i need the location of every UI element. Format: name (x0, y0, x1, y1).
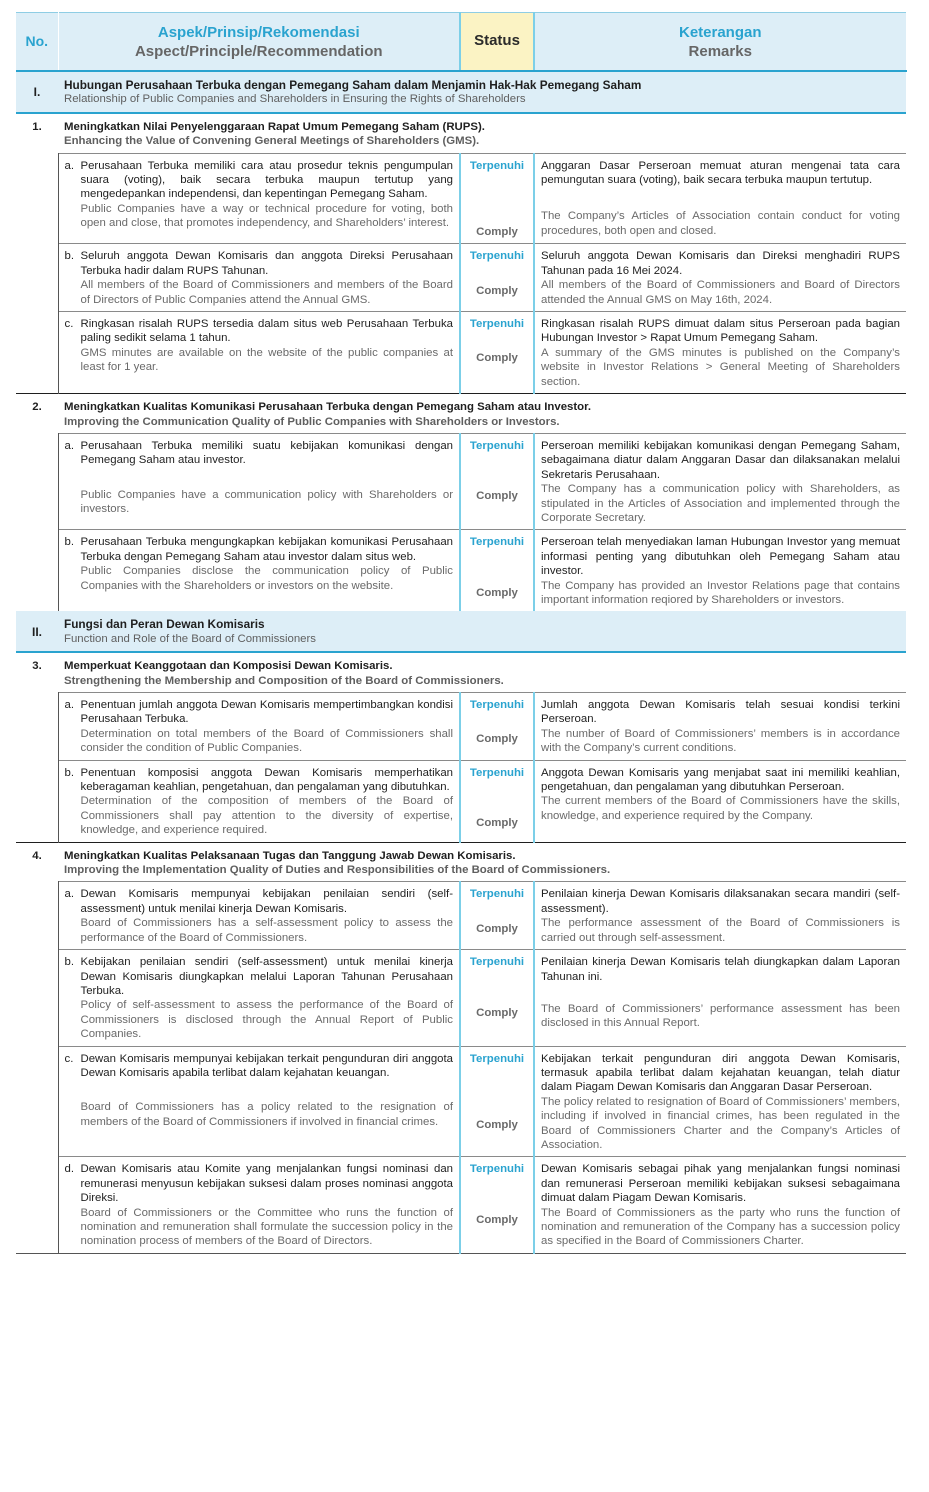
remark-cell (534, 882, 906, 950)
principle-title (58, 113, 906, 153)
status-cell (460, 1046, 534, 1157)
item-text-en: Public Companies have a way or technical procedure for voting, both open and close, that promotes independency, and Shareholders’ interest. (80, 202, 453, 230)
principle-title-id: Memperkuat Keanggotaan dan Komposisi Dewan Komisaris. (64, 660, 393, 673)
section-title-en: Relationship of Public Companies and Shareholders in Ensuring the Rights of Shareholders (64, 93, 526, 106)
remark-cell (534, 530, 906, 612)
remark-cell (534, 312, 906, 394)
item-text-en: Board of Commissioners or the Committee who runs the function of nomination and remuneration shall formulate the succession policy in the nomination process of members of the Board of Directors. (80, 1206, 453, 1248)
recommendation-row (16, 153, 906, 244)
recommendation-text (58, 950, 460, 1046)
recommendation-text (58, 153, 460, 244)
item-text-en: Board of Commissioners has a self-assessment policy to assess the performance of the Board of Commissioners. (80, 917, 453, 944)
recommendation-text (58, 1157, 460, 1253)
principle-title-en: Strengthening the Membership and Composition of the Board of Commissioners. (64, 674, 504, 687)
status-en: Comply (476, 352, 518, 365)
header-status: Status (460, 13, 534, 72)
section-row (16, 71, 906, 113)
recommendation-text (58, 1046, 460, 1157)
item-label: a. (64, 159, 74, 172)
status-cell (460, 312, 534, 394)
recommendation-row (16, 312, 906, 394)
remark-cell (534, 950, 906, 1046)
section-title (58, 71, 906, 113)
item-text-en: Public Companies have a communication policy with Shareholders or investors. (80, 488, 453, 516)
status-en: Comply (476, 226, 518, 239)
header-remarks-en: Remarks (688, 42, 752, 60)
item-label: c. (64, 1052, 74, 1065)
item-text-id: Seluruh anggota Dewan Komisaris dan anggota Direksi Perusahaan Terbuka hadir dalam RUPS Tahunan. (80, 250, 453, 277)
item-text-en: All members of the Board of Commissioners and members of the Board of Directors of Public Companies attend the Annual GMS. (80, 279, 453, 306)
item-text-id: Dewan Komisaris atau Komite yang menjalankan fungsi nominasi dan remunerasi menyusun kebijakan suksesi dalam proses nominasi anggota Direksi. (80, 1163, 453, 1205)
item-label: b. (64, 766, 74, 779)
recommendation-text (58, 760, 460, 842)
status-cell (460, 433, 534, 529)
status-en: Comply (476, 586, 518, 599)
status-id: Terpenuhi (469, 318, 525, 331)
principle-title-en: Improving the Communication Quality of Public Companies with Shareholders or Investors. (64, 415, 560, 428)
remark-id: Perseroan memiliki kebijakan komunikasi dengan Pemegang Saham, sebagaimana diatur dalam Anggaran Dasar dan dilaksanakan melalui Sekretaris Perusahaan. (541, 439, 900, 481)
remark-id: Perseroan telah menyediakan laman Hubungan Investor yang memuat informasi penting yang dibutuhkan oleh Pemegang Saham atau investor. (541, 536, 900, 578)
item-text-id: Perusahaan Terbuka memiliki cara atau prosedur teknis pengumpulan suara (voting), baik secara terbuka maupun tertutup yang mengedepankan independensi, dan kepentingan Pemegang Saham. (80, 159, 453, 201)
remark-id: Kebijakan terkait pengunduran diri anggota Dewan Komisaris, termasuk apabila terlibat dalam kejahatan keuangan, telah diatur dalam Piagam Dewan Komisaris dan Anggaran Dasar Perseroan. (541, 1052, 900, 1094)
remark-en: All members of the Board of Commissioners and Board of Directors attended the Annual GMS on May 16th, 2024. (541, 279, 900, 306)
principle-number: 1. (16, 113, 58, 153)
header-remarks (534, 13, 906, 72)
status-cell (460, 950, 534, 1046)
table-bottom-rule (16, 1253, 906, 1254)
item-label: a. (64, 439, 74, 452)
item-text-en: Determination of the composition of members of the Board of Commissioners shall pay attention to the diversity of expertise, knowledge, and experience required. (80, 795, 453, 837)
item-text-en: Public Companies disclose the communication policy of Public Companies with the Shareholders or investors on the website. (80, 565, 453, 592)
remark-id: Seluruh anggota Dewan Komisaris dan Direksi menghadiri RUPS Tahunan pada 16 Mei 2024. (541, 250, 900, 277)
recommendation-text (58, 882, 460, 950)
principle-number: 3. (16, 652, 58, 692)
item-label: b. (64, 250, 74, 263)
principle-title-en: Enhancing the Value of Convening General Meetings of Shareholders (GMS). (64, 135, 480, 148)
status-en: Comply (476, 922, 518, 935)
item-label: a. (64, 888, 74, 901)
principle-title (58, 652, 906, 692)
remark-en: The performance assessment of the Board of Commissioners is carried out through self-assessment. (541, 917, 900, 944)
recommendation-text (58, 693, 460, 761)
principle-title-id: Meningkatkan Nilai Penyelenggaraan Rapat Umum Pemegang Saham (RUPS). (64, 120, 485, 133)
recommendation-row (16, 1046, 906, 1157)
remark-en: The Board of Commissioners as the party who runs the function of nomination and remuneration of the Company has a succession policy as specified in the Board of Commissioners Charter. (541, 1206, 900, 1248)
principle-number: 4. (16, 842, 58, 882)
recommendation-row (16, 882, 906, 950)
item-label: b. (64, 956, 74, 969)
remark-id: Penilaian kinerja Dewan Komisaris dilaksanakan secara mandiri (self-assessment). (541, 888, 900, 915)
recommendation-row (16, 433, 906, 529)
remark-cell (534, 693, 906, 761)
principle-number: 2. (16, 394, 58, 434)
principle-row (16, 842, 906, 882)
status-en: Comply (476, 817, 518, 830)
remark-cell (534, 760, 906, 842)
principle-title (58, 842, 906, 882)
item-text-id: Perusahaan Terbuka memiliki suatu kebijakan komunikasi dengan Pemegang Saham atau investor. (80, 439, 453, 467)
recommendation-text (58, 433, 460, 529)
item-text-en: Policy of self-assessment to assess the performance of the Board of Commissioners is disclosed through the Annual Report of Public Companies. (80, 999, 453, 1041)
status-cell (460, 693, 534, 761)
status-id: Terpenuhi (469, 699, 525, 711)
recommendation-row (16, 950, 906, 1046)
remark-cell (534, 433, 906, 529)
header-aspect-en: Aspect/Principle/Recommendation (134, 42, 383, 60)
remark-en: The Board of Commissioners’ performance assessment has been disclosed in this Annual Report. (541, 1002, 900, 1030)
status-cell (460, 244, 534, 312)
remark-id: Dewan Komisaris sebagai pihak yang menjalankan fungsi nominasi dan remunerasi Perseroan memiliki kebijakan suksesi sebagaimana dimuat dalam Piagam Dewan Komisaris. (541, 1163, 900, 1205)
remark-en: The Company has provided an Investor Relations page that contains important information reqiored by Shareholders or investors. (541, 579, 900, 606)
status-en: Comply (476, 490, 518, 503)
status-id: Terpenuhi (469, 888, 525, 901)
remark-id: Jumlah anggota Dewan Komisaris telah sesuai kondisi terkini Perseroan. (541, 699, 900, 726)
recommendation-text (58, 312, 460, 394)
remark-en: The current members of the Board of Commissioners have the skills, knowledge, and experience required by the Company. (541, 795, 900, 822)
remark-cell (534, 1046, 906, 1157)
status-cell (460, 760, 534, 842)
recommendation-text (58, 530, 460, 612)
remark-cell (534, 1157, 906, 1253)
header-aspect (58, 13, 460, 72)
status-en: Comply (476, 1213, 518, 1226)
item-text-id: Ringkasan risalah RUPS tersedia dalam situs web Perusahaan Terbuka paling sedikit selama 1 tahun. (80, 318, 453, 345)
status-cell (460, 882, 534, 950)
item-label: b. (64, 536, 74, 549)
status-id: Terpenuhi (469, 439, 525, 452)
section-title-id: Hubungan Perusahaan Terbuka dengan Pemegang Saham dalam Menjamin Hak-Hak Pemegang Saham (64, 78, 642, 92)
status-id: Terpenuhi (469, 766, 525, 779)
status-id: Terpenuhi (469, 1052, 525, 1065)
remark-cell (534, 153, 906, 244)
remark-id: Anggaran Dasar Perseroan memuat aturan mengenai tata cara pemungutan suara (voting), baik secara terbuka maupun tertutup. (541, 159, 900, 187)
item-text-en: Board of Commissioners has a policy related to the resignation of members of the Board of Commissioners if involved in financial crimes. (80, 1101, 453, 1128)
principle-title (58, 394, 906, 434)
table-header (16, 13, 906, 72)
principle-row (16, 652, 906, 692)
item-label: a. (64, 699, 74, 711)
item-text-en: Determination on total members of the Board of Commissioners shall consider the condition of Public Companies. (80, 727, 453, 755)
principle-row (16, 394, 906, 434)
principle-row (16, 113, 906, 153)
principle-title-en: Improving the Implementation Quality of Duties and Responsibilities of the Board of Commissioners. (64, 864, 611, 877)
item-text-id: Dewan Komisaris mempunyai kebijakan penilaian sendiri (self-assessment) untuk menilai kinerja Dewan Komisaris. (80, 888, 453, 915)
gcg-compliance-table (16, 12, 907, 1254)
status-cell (460, 530, 534, 612)
item-text-id: Perusahaan Terbuka mengungkapkan kebijakan komunikasi Perusahaan Terbuka dengan Pemegang Saham atau investor dalam situs web. (80, 536, 453, 563)
status-id: Terpenuhi (469, 536, 525, 549)
item-label: c. (64, 318, 74, 331)
status-id: Terpenuhi (469, 159, 525, 172)
remark-cell (534, 244, 906, 312)
remark-en: The policy related to resignation of Board of Commissioners’ members, including if involved in financial crimes, has been regulated in the Board of Commissioners Charter and the Company’s Articles of Association. (541, 1095, 900, 1151)
principle-title-id: Meningkatkan Kualitas Pelaksanaan Tugas dan Tanggung Jawab Dewan Komisaris. (64, 849, 516, 862)
remark-en: A summary of the GMS minutes is published on the Company’s website in Investor Relations > General Meeting of Shareholders section. (541, 346, 900, 388)
recommendation-row (16, 530, 906, 612)
remark-id: Ringkasan risalah RUPS dimuat dalam situs Perseroan pada bagian Hubungan Investor > Rapat Umum Pemegang Saham. (541, 318, 900, 345)
status-id: Terpenuhi (469, 956, 525, 969)
section-number: I. (16, 71, 58, 113)
recommendation-row (16, 244, 906, 312)
section-row (16, 611, 906, 652)
status-en: Comply (476, 1006, 518, 1019)
remark-id: Penilaian kinerja Dewan Komisaris telah diungkapkan dalam Laporan Tahunan ini. (541, 956, 900, 983)
item-text-id: Penentuan jumlah anggota Dewan Komisaris mempertimbangkan kondisi Perusahaan Terbuka. (80, 699, 453, 726)
recommendation-row (16, 693, 906, 761)
status-cell (460, 153, 534, 244)
item-text-id: Kebijakan penilaian sendiri (self-assessment) untuk menilai kinerja Dewan Komisaris diungkapkan melalui Laporan Tahunan Perusahaan Terbuka. (80, 956, 453, 997)
remark-en: The Company has a communication policy with Shareholders, as stipulated in the Articles of Association and implemented through the Corporate Secretary. (541, 483, 900, 524)
section-number: II. (16, 611, 58, 652)
remark-en: The number of Board of Commissioners’ members is in accordance with the Company’s current conditions. (541, 727, 900, 755)
remark-en: The Company’s Articles of Association contain conduct for voting procedures, both open and closed. (541, 210, 900, 237)
item-text-en: GMS minutes are available on the website of the public companies at least for 1 year. (80, 346, 453, 374)
status-en: Comply (476, 1118, 518, 1131)
status-en: Comply (476, 733, 518, 746)
status-id: Terpenuhi (469, 250, 525, 263)
status-en: Comply (476, 284, 518, 297)
header-aspect-id: Aspek/Prinsip/Rekomendasi (157, 23, 360, 41)
recommendation-row (16, 760, 906, 842)
recommendation-text (58, 244, 460, 312)
item-text-id: Penentuan komposisi anggota Dewan Komisaris memperhatikan keberagaman keahlian, pengetahuan, dan pengalaman yang dibutuhkan. (80, 766, 453, 794)
table-body (16, 71, 906, 1254)
status-cell (460, 1157, 534, 1253)
status-id: Terpenuhi (469, 1163, 525, 1176)
section-title-id: Fungsi dan Peran Dewan Komisaris (64, 617, 265, 632)
principle-title-id: Meningkatkan Kualitas Komunikasi Perusahaan Terbuka dengan Pemegang Saham atau Investor. (64, 401, 592, 414)
item-label: d. (64, 1163, 74, 1176)
header-remarks-id: Keterangan (678, 23, 762, 41)
section-title (58, 611, 906, 652)
header-no: No. (16, 13, 58, 72)
recommendation-row (16, 1157, 906, 1253)
remark-id: Anggota Dewan Komisaris yang menjabat saat ini memiliki keahlian, pengetahuan, dan pengalaman yang dibutuhkan Perseroan. (541, 766, 900, 794)
item-text-id: Dewan Komisaris mempunyai kebijakan terkait pengunduran diri anggota Dewan Komisaris apabila terlibat dalam kejahatan keuangan. (80, 1052, 453, 1079)
section-title-en: Function and Role of the Board of Commissioners (64, 632, 316, 645)
